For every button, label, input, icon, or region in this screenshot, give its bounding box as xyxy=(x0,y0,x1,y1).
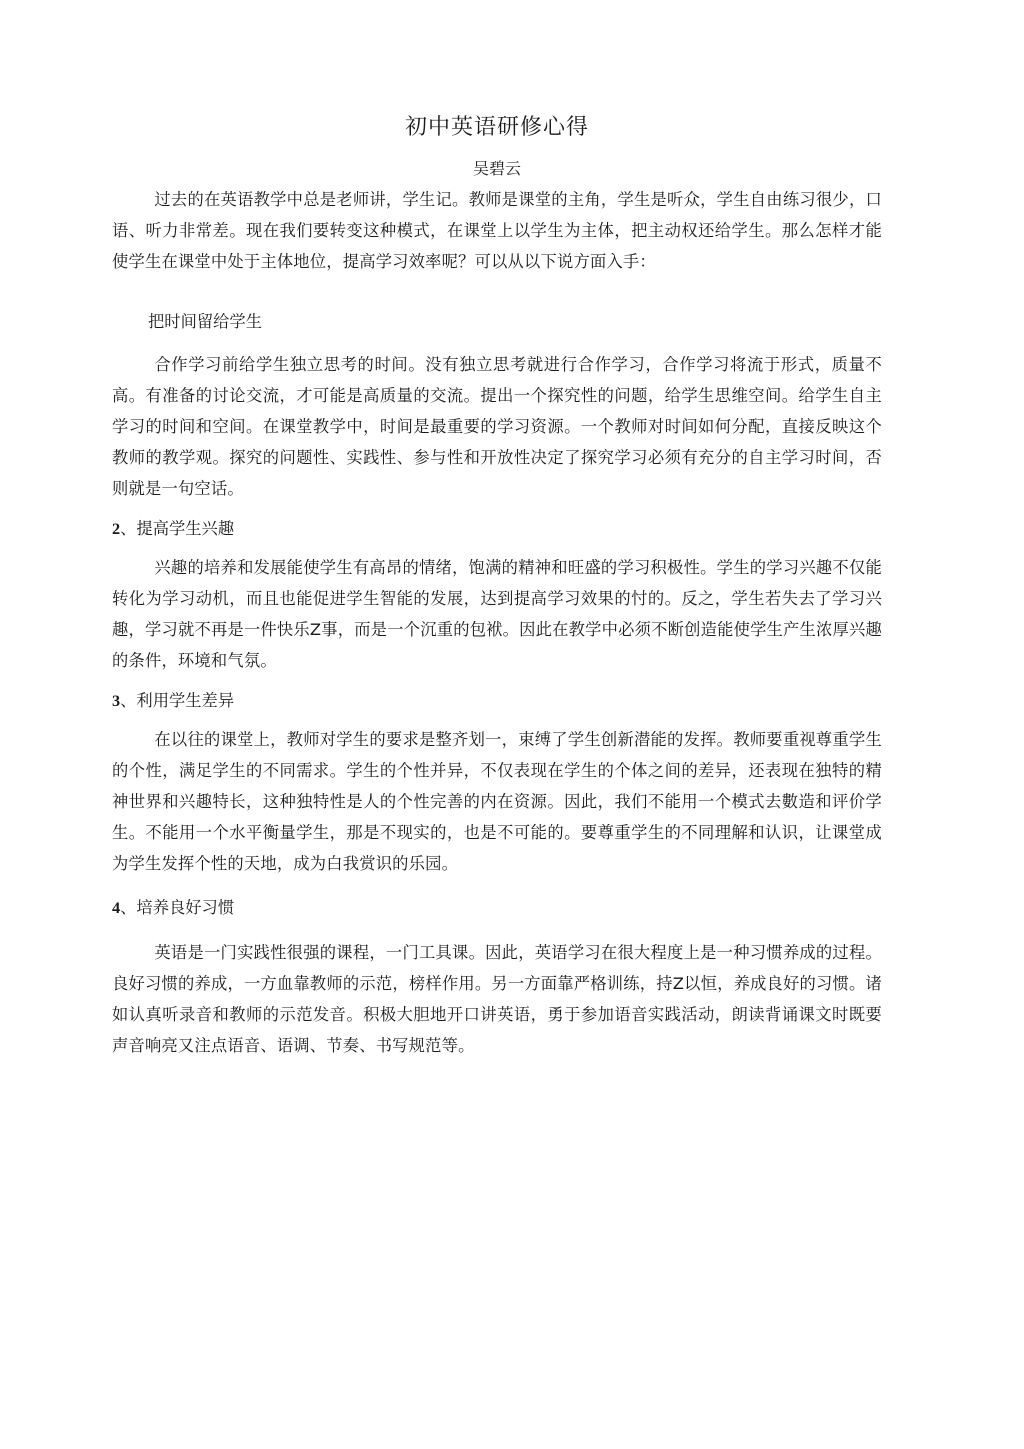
section-heading-3 xyxy=(112,686,882,716)
section-body-3: 在以往的课堂上，教师对学生的要求是整齐划一，束缚了学生创新潜能的发挥。教师要重视尊重学生的个性，满足学生的不同需求。学生的个性并异，不仅表现在学生的个体之间的差异，还表现在独特的精神世界和兴趣特长，这种独特性是人的个性完善的内在资源。因此，我们不能用一个模式去數造和评价学生。不能用一个水平衡量学生，那是不现实的，也是不可能的。要尊重学生的不同理解和认识，让课堂成为学生发挥个性的天地，成为白我赏识的乐园。 xyxy=(112,730,882,873)
section-number: 3 xyxy=(112,691,121,710)
section-body-2: 兴趣的培养和发展能使学生有高昂的情绪，饱满的精神和旺盛的学习积极性。学生的学习兴趣不仅能转化为学习动机，而且也能促进学生智能的发展，达到提高学习效果的忖的。反之，学生若失去了学习兴趣，学习就不再是一件快乐Z事，而是一个沉重的包袱。因此在教学中必须不断创造能使学生产生浓厚兴趣的条件，环境和气氛。 xyxy=(112,558,882,670)
section-heading-4 xyxy=(112,893,882,923)
section-number: 2 xyxy=(112,519,121,538)
section-title: 、提高学生兴趣 xyxy=(120,519,235,538)
document-page xyxy=(112,108,882,1061)
section-body-1: 合作学习前给学生独立思考的时间。没有独立思考就进行合作学习，合作学习将流于形式，质量不高。有准备的讨论交流，才可能是高质量的交流。提出一个探究性的问题，给学生思维空间。给学生自主学习的时间和空间。在课堂教学中，时间是最重要的学习资源。一个教师对时间如何分配，直接反映这个教师的教学观。探究的问题性、实践性、参与性和开放性决定了探究学习必须有充分的自主学习时间，否则就是一句空话。 xyxy=(112,355,882,498)
section-heading-1 xyxy=(112,307,882,337)
section-title: 、利用学生差异 xyxy=(120,691,235,710)
section-number: 4 xyxy=(112,898,121,917)
section-title: 把时间留给学生 xyxy=(148,312,262,331)
intro-paragraph: 过去的在英语教学中总是老师讲，学生记。教师是课堂的主角，学生是听众，学生自由练习很少，口语、听力非常差。现在我们要转变这种模式，在课堂上以学生为主体，把主动权还给学生。那么怎样才能使学生在课堂中处于主体地位，提高学习效率呢？可以从以下说方面入手： xyxy=(112,190,882,271)
section-body-4: 英语是一门实践性很强的课程，一门工具课。因此，英语学习在很大程度上是一种习惯养成的过程。良好习惯的养成，一方血靠教师的示范，榜样作用。另一方面靠严格训练，持Z以恒，养成良好的习惯。诸如认真听录音和教师的示范发音。积极大胆地开口讲英语，勇于参加语音实践活动，朗读背诵课文时既要声音响亮又注点语音、语调、节奏、书写规范等。 xyxy=(112,943,882,1055)
section-title: 、培养良好习惯 xyxy=(120,898,235,917)
document-title: 初中英语研修心得 xyxy=(404,115,589,140)
section-heading-2 xyxy=(112,514,882,544)
author-name: 吴碧云 xyxy=(472,159,521,178)
